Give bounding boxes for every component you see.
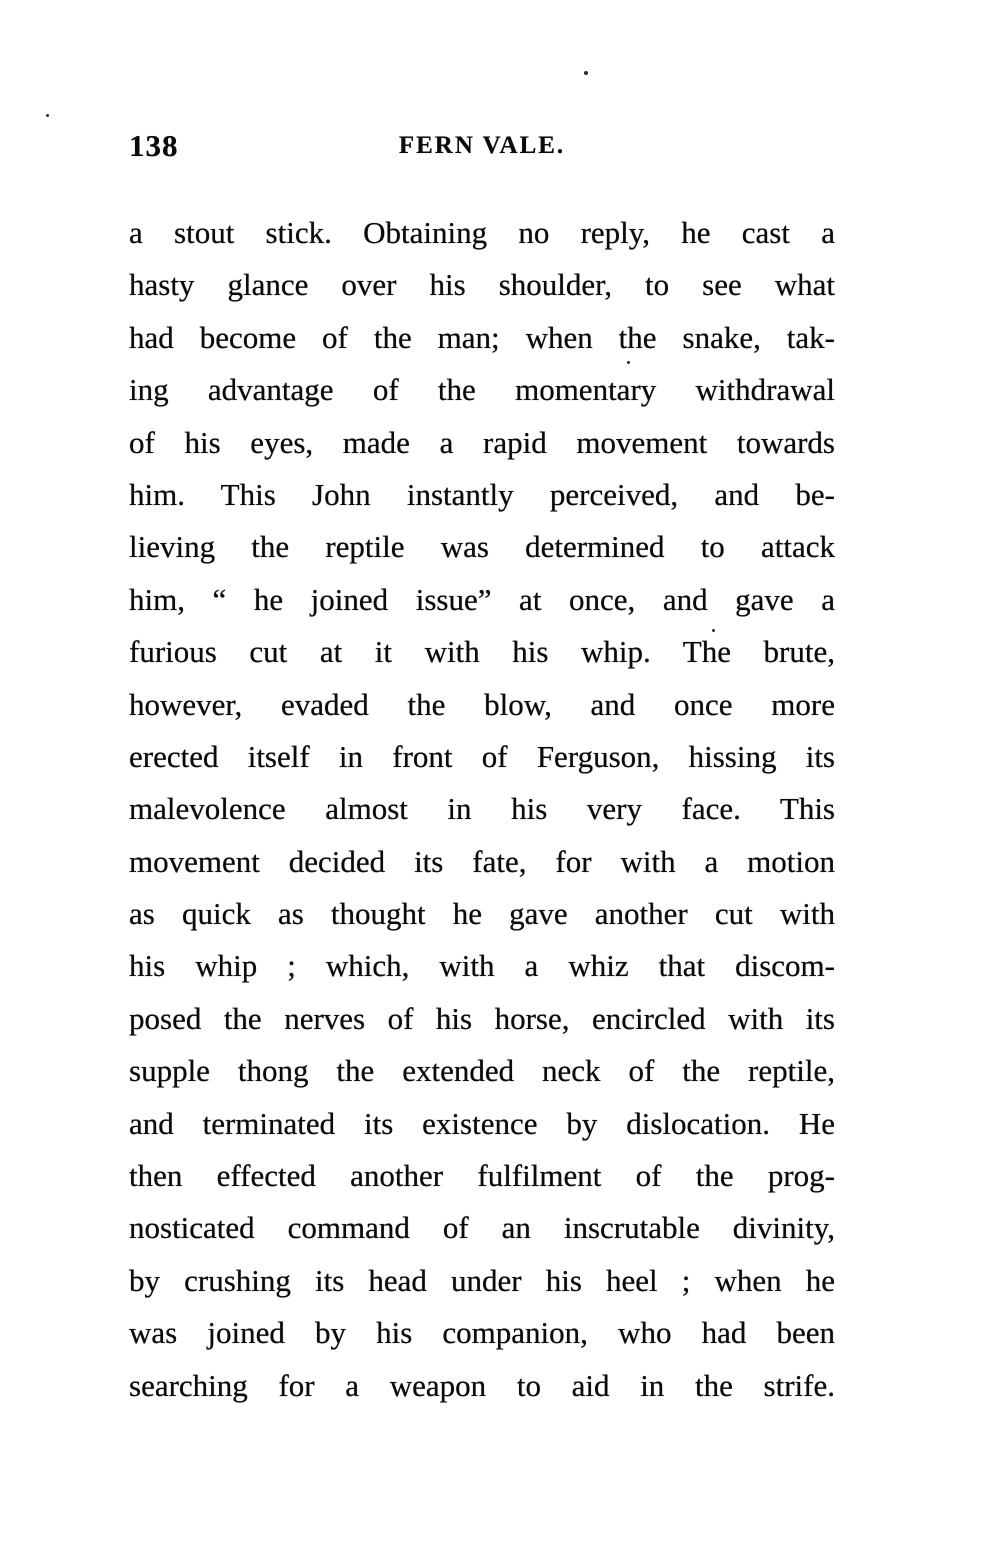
body-text bbox=[129, 207, 835, 1412]
text-line: nosticated command of an inscrutable divinity, bbox=[129, 1210, 835, 1246]
scan-artifact-dot bbox=[46, 114, 49, 117]
text-line: furious cut at it with his whip. The brute, bbox=[129, 634, 835, 670]
text-line: supple thong the extended neck of the reptile, bbox=[129, 1053, 835, 1089]
text-line: as quick as thought he gave another cut with bbox=[129, 896, 835, 932]
text-line: him, “ he joined issue” at once, and gave a bbox=[129, 581, 835, 617]
text-line: posed the nerves of his horse, encircled with its bbox=[129, 1000, 835, 1036]
text-line: of his eyes, made a rapid movement towards bbox=[129, 424, 835, 460]
text-line: him. This John instantly perceived, and be- bbox=[129, 476, 835, 512]
running-title: FERN VALE. bbox=[398, 132, 566, 159]
text-line: his whip ; which, with a whiz that discom- bbox=[129, 948, 835, 984]
text-line: however, evaded the blow, and once more bbox=[129, 686, 835, 722]
text-line: ing advantage of the momentary withdrawal bbox=[129, 372, 835, 408]
text-line: was joined by his companion, who had been bbox=[129, 1315, 835, 1351]
scan-artifact-dot bbox=[712, 629, 715, 632]
running-head bbox=[129, 128, 835, 164]
text-line: and terminated its existence by dislocation. He bbox=[129, 1105, 835, 1141]
text-line: malevolence almost in his very face. This bbox=[129, 791, 835, 827]
text-line: then effected another fulfilment of the prog- bbox=[129, 1158, 835, 1194]
scan-artifact-dot bbox=[584, 71, 588, 75]
text-line: erected itself in front of Ferguson, hissing its bbox=[129, 738, 835, 774]
text-line: had become of the man; when the snake, tak- bbox=[129, 319, 835, 355]
text-line: hasty glance over his shoulder, to see what bbox=[129, 267, 835, 303]
text-line: by crushing its head under his heel ; when he bbox=[129, 1262, 835, 1298]
page-number: 138 bbox=[129, 128, 179, 163]
scan-artifact-dot bbox=[627, 361, 630, 364]
text-line: lieving the reptile was determined to attack bbox=[129, 529, 835, 565]
text-line: a stout stick. Obtaining no reply, he cast a bbox=[129, 215, 835, 250]
text-line: movement decided its fate, for with a motion bbox=[129, 843, 835, 879]
text-line: searching for a weapon to aid in the strife. bbox=[129, 1367, 835, 1403]
